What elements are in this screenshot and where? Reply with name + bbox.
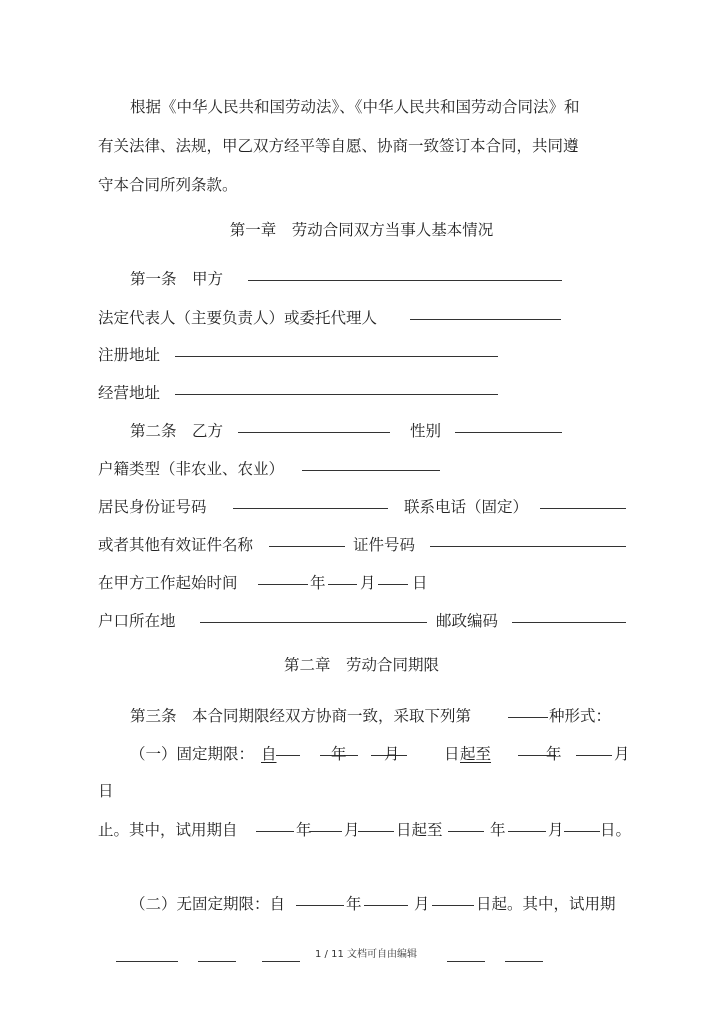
- household-type-line: [0, 456, 723, 482]
- id-phone-line: [0, 494, 723, 520]
- open-tail: 日起。其中，试用期: [476, 895, 616, 913]
- other-id-line: [0, 532, 723, 558]
- chapter-2-title: 第二章 劳动合同期限: [283, 656, 439, 674]
- hukou-line: [0, 608, 723, 634]
- probation-month2-char: 月: [548, 821, 564, 839]
- open-year-blank[interactable]: [364, 891, 408, 906]
- probation-qizhi: 日起至: [396, 821, 443, 839]
- party-a-blank[interactable]: [248, 266, 562, 281]
- article-3-text: 第三条 本合同期限经双方协商一致，采取下列第: [130, 707, 472, 725]
- start-month-char: 月: [360, 574, 376, 592]
- fixed-year-char: 年: [331, 745, 347, 763]
- probation-day-blank[interactable]: [358, 817, 394, 832]
- household-type-blank[interactable]: [302, 456, 440, 471]
- biz-address-blank[interactable]: [175, 380, 498, 395]
- reg-address-blank[interactable]: [175, 342, 498, 357]
- party-b-blank[interactable]: [238, 418, 390, 433]
- chapter-2-heading: [0, 652, 723, 678]
- fixed-month-char: 月: [384, 745, 400, 763]
- fixed-term-line: [0, 741, 723, 767]
- fixed-month2-char: 月: [614, 745, 630, 763]
- gender-blank[interactable]: [455, 418, 562, 433]
- cert-number-blank[interactable]: [430, 532, 626, 547]
- hukou-label: 户口所在地: [98, 612, 176, 630]
- legal-rep-line: [0, 305, 723, 331]
- fixed-day-wrap: 日: [98, 782, 114, 800]
- gender-label: 性别: [410, 422, 442, 440]
- probation-year2-char: 年: [490, 821, 506, 839]
- fixed-year2-char: 年: [546, 745, 562, 763]
- household-type-label: 户籍类型（非农业、农业）: [98, 460, 285, 478]
- fixed-day-char: 日: [444, 745, 460, 763]
- probation-year2-blank[interactable]: [448, 817, 484, 832]
- reg-address-line: [0, 342, 723, 368]
- fixed-qizhi: 起至: [460, 745, 492, 763]
- preamble-text-3: 守本合同所列条款。: [98, 176, 238, 194]
- phone-blank[interactable]: [540, 494, 626, 509]
- id-number-label: 居民身份证号码: [98, 498, 207, 516]
- fixed-term-label: （一）固定期限：: [130, 745, 255, 763]
- footer-blank-2[interactable]: [198, 947, 236, 962]
- form-choice-blank[interactable]: [508, 703, 548, 718]
- open-from-blank[interactable]: [296, 891, 344, 906]
- probation-month2-blank[interactable]: [508, 817, 546, 832]
- start-day-blank[interactable]: [378, 570, 408, 585]
- chapter-1-heading: [0, 217, 723, 243]
- start-month-blank[interactable]: [328, 570, 357, 585]
- probation-day2-blank[interactable]: [564, 817, 600, 832]
- biz-address-label: 经营地址: [98, 384, 161, 402]
- reg-address-label: 注册地址: [98, 346, 161, 364]
- chapter-1-title: 第一章 劳动合同双方当事人基本情况: [229, 221, 494, 239]
- footer-blank-5[interactable]: [505, 947, 543, 962]
- hukou-blank[interactable]: [200, 608, 427, 623]
- probation-month-blank[interactable]: [310, 817, 342, 832]
- start-year-blank[interactable]: [258, 570, 308, 585]
- preamble-line-3: [0, 172, 723, 198]
- probation-line: [0, 817, 723, 843]
- fixed-from-blank[interactable]: [276, 741, 300, 756]
- article-3-line: [0, 703, 723, 729]
- probation-year-blank[interactable]: [256, 817, 294, 832]
- probation-day2-char: 日。: [600, 821, 632, 839]
- open-year-char: 年: [346, 895, 362, 913]
- party-b-label: 第二条 乙方: [130, 422, 224, 440]
- legal-rep-label: 法定代表人（主要负责人）或委托代理人: [98, 309, 378, 327]
- article-3-text-end: 种形式：: [549, 707, 612, 725]
- party-a-label: 第一条 甲方: [130, 270, 224, 288]
- preamble-text-1: 根据《中华人民共和国劳动法》、《中华人民共和国劳动合同法》和: [130, 98, 580, 116]
- footer-blank-3[interactable]: [262, 947, 300, 962]
- phone-label: 联系电话（固定）: [404, 498, 529, 516]
- fixed-term-wrap-line: [0, 778, 723, 804]
- probation-label: 止。其中，试用期自: [98, 821, 238, 839]
- other-id-label: 或者其他有效证件名称: [98, 536, 254, 554]
- start-date-label: 在甲方工作起始时间: [98, 574, 238, 592]
- other-id-blank[interactable]: [269, 532, 345, 547]
- page-number: 1 / 11 文档可自由编辑: [315, 949, 417, 960]
- article-1-party-a: [0, 266, 723, 292]
- probation-month-char: 月: [344, 821, 360, 839]
- footer-blank-4[interactable]: [447, 947, 485, 962]
- start-year-char: 年: [310, 574, 326, 592]
- article-2-party-b: [0, 418, 723, 444]
- preamble-line-1: [0, 94, 723, 120]
- page-footer: [0, 945, 723, 965]
- open-term-line: [0, 891, 723, 917]
- open-month-char: 月: [414, 895, 430, 913]
- id-number-blank[interactable]: [233, 494, 388, 509]
- postcode-blank[interactable]: [512, 608, 626, 623]
- start-day-char: 日: [412, 574, 428, 592]
- fixed-from-char: 自: [261, 745, 277, 763]
- start-date-line: [0, 570, 723, 596]
- open-term-label: （二）无固定期限：自: [130, 895, 286, 913]
- preamble-text-2: 有关法律、法规，甲乙双方经平等自愿、协商一致签订本合同，共同遵: [98, 137, 579, 155]
- cert-number-label: 证件号码: [353, 536, 416, 554]
- preamble-line-2: [0, 133, 723, 159]
- postcode-label: 邮政编码: [436, 612, 499, 630]
- biz-address-line: [0, 380, 723, 406]
- fixed-month2-blank[interactable]: [576, 741, 612, 756]
- legal-rep-blank[interactable]: [410, 305, 561, 320]
- probation-year-char: 年: [296, 821, 312, 839]
- open-month-blank[interactable]: [432, 891, 474, 906]
- footer-blank-1[interactable]: [116, 947, 178, 962]
